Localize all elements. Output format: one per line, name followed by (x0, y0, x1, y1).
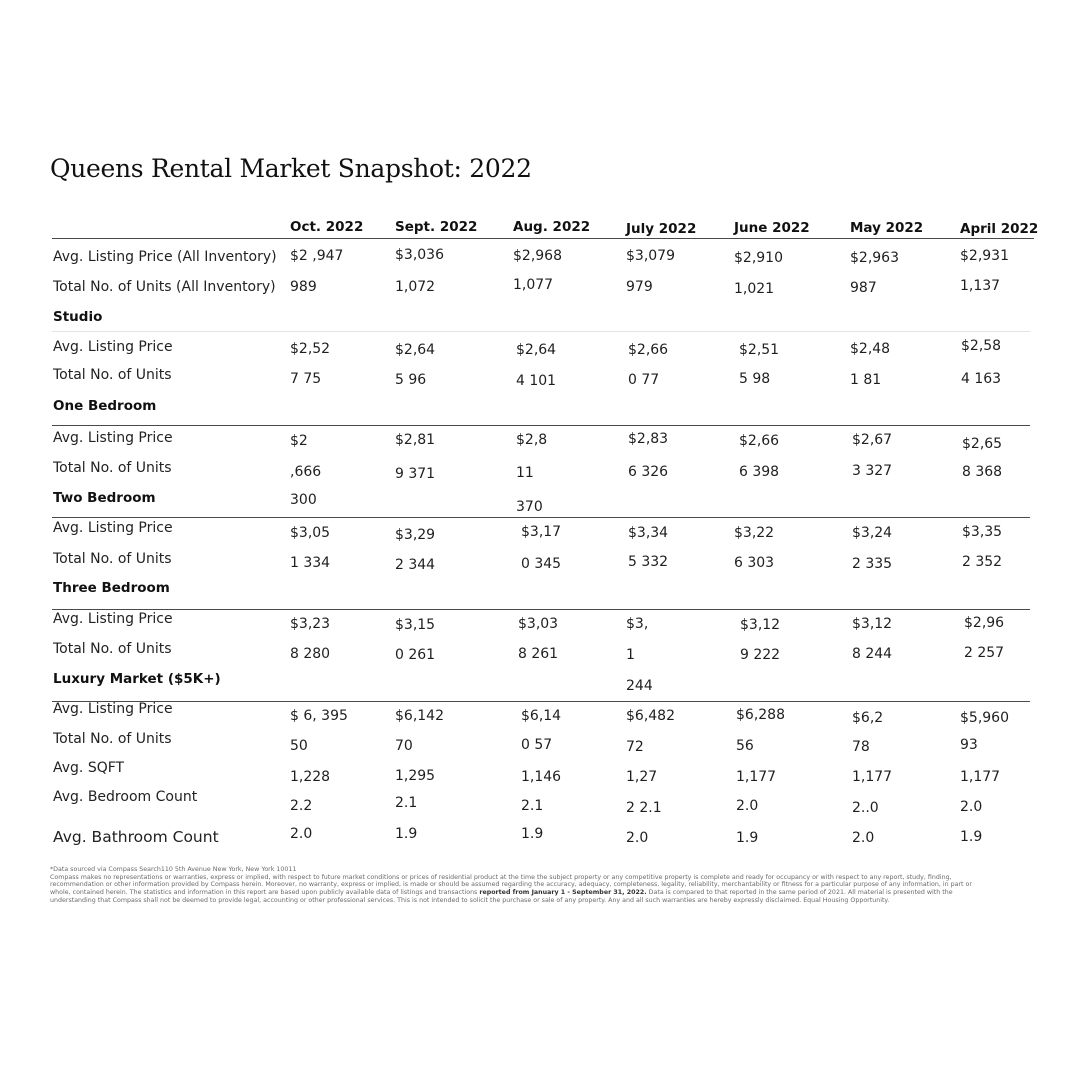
table-cell: $2,64 (516, 342, 557, 358)
table-cell: 8 261 (518, 646, 559, 662)
table-cell: 4 101 (516, 373, 557, 389)
table-cell: $2 ,947 (290, 248, 344, 264)
table-cell: 78 (852, 739, 870, 755)
section-header: Three Bedroom (53, 580, 170, 596)
table-cell: 1,137 (960, 278, 1001, 294)
table-cell: $3,23 (290, 616, 331, 632)
row-label: Total No. of Units (All Inventory) (53, 279, 276, 295)
table-cell: $3,12 (740, 617, 781, 633)
table-cell: $2,65 (962, 436, 1003, 452)
table-cell: $3,34 (628, 525, 669, 541)
table-cell: 8 280 (290, 646, 331, 662)
row-label: Avg. Listing Price (53, 701, 173, 717)
row-label: Avg. Listing Price (53, 611, 173, 627)
row-label: Total No. of Units (53, 367, 172, 383)
section-header: Luxury Market ($5K+) (53, 671, 221, 687)
table-cell: $6,142 (395, 708, 444, 724)
table-cell: 6 398 (739, 464, 780, 480)
table-cell: $3,15 (395, 617, 436, 633)
table-cell: 1,295 (395, 768, 436, 784)
disclaimer-start: Compass makes no representations or warranties, express or implied, with respect to future market conditions or prices of residential product at the time the subject property or any competitive property is complete and ready for occupancy or with respect to any report, study, finding, recommendation or other information provided by Compass herein. Moreover, no warranty, express or implied, is made or should be assumed regarding the accuracy, adequacy, completeness, legality, reliability, merchantability or fitness for a particular purpose of any information, in part or whole, contained herein. The statistics and information in this report are based upon publicly available data of listings and transactions (50, 873, 972, 897)
column-header: May 2022 (850, 220, 924, 236)
table-cell: $2,67 (852, 432, 893, 448)
table-cell: 979 (626, 279, 653, 295)
table-cell: 1.9 (521, 826, 544, 842)
row-divider (52, 517, 1030, 518)
table-cell: $3,35 (962, 524, 1003, 540)
table-cell: $2,910 (734, 250, 783, 266)
table-cell: 244 (626, 678, 653, 694)
table-cell: 7 75 (290, 371, 322, 387)
row-label: Total No. of Units (53, 460, 172, 476)
table-cell: $6,14 (521, 708, 562, 724)
table-cell: $3,29 (395, 527, 436, 543)
row-label: Avg. Listing Price (53, 520, 173, 536)
table-cell: 1.9 (395, 826, 418, 842)
table-cell: $3,05 (290, 525, 331, 541)
table-cell: 1 81 (850, 372, 882, 388)
table-cell: 2.1 (521, 798, 544, 814)
column-header: Sept. 2022 (395, 219, 478, 235)
section-header: One Bedroom (53, 398, 157, 414)
row-label: Total No. of Units (53, 551, 172, 567)
table-cell: 93 (960, 737, 978, 753)
table-cell: 3 327 (852, 463, 893, 479)
table-cell: 72 (626, 739, 644, 755)
table-cell: $3,12 (852, 616, 893, 632)
section-header: Two Bedroom (53, 490, 156, 506)
disclaimer-end: Data is compared to that reported in the same period of 2021. All material is presented with the understanding that Compass shall not be deemed to provide legal, accounting or other professional services. This is not intended to solicit the purchase or sale of any property. Any and all such warranties are hereby expressly disclaimed. Equal Housing Opportunity. (50, 889, 953, 904)
table-cell: 987 (850, 280, 877, 296)
table-cell: $ 6, 395 (290, 708, 348, 724)
table-cell: 50 (290, 738, 308, 754)
table-cell: $3,03 (518, 616, 559, 632)
table-cell: $2,48 (850, 341, 891, 357)
table-cell: 1,177 (852, 769, 893, 785)
table-cell: 1,177 (960, 769, 1001, 785)
table-cell: 300 (290, 492, 317, 508)
table-cell: $2,96 (964, 615, 1005, 631)
table-cell: 2.1 (395, 795, 418, 811)
table-cell: 2 344 (395, 557, 436, 573)
row-divider (52, 425, 1030, 426)
table-cell: 70 (395, 738, 413, 754)
table-cell: $3, (626, 616, 649, 632)
row-divider (52, 701, 1030, 702)
footer-disclaimer (50, 866, 980, 905)
table-cell: 1,228 (290, 769, 331, 785)
table-cell: 9 371 (395, 466, 436, 482)
table-cell: 8 244 (852, 646, 893, 662)
table-cell: 0 345 (521, 556, 562, 572)
table-cell: 370 (516, 499, 543, 515)
table-cell: 2..0 (852, 800, 879, 816)
table-cell: 2.0 (736, 798, 759, 814)
table-cell: $3,036 (395, 247, 444, 263)
table-cell: $3,079 (626, 248, 675, 264)
page-title: Queens Rental Market Snapshot: 2022 (50, 154, 532, 183)
column-header: April 2022 (960, 221, 1039, 237)
table-cell: 2 352 (962, 554, 1003, 570)
row-divider (52, 609, 1030, 610)
table-cell: 1,177 (736, 769, 777, 785)
row-label: Avg. Listing Price (All Inventory) (53, 249, 277, 265)
table-cell: $2,83 (628, 431, 669, 447)
table-cell: $2,58 (961, 338, 1002, 354)
row-label: Avg. Bathroom Count (53, 828, 219, 846)
table-cell: 2.2 (290, 798, 313, 814)
table-cell: 2.0 (290, 826, 313, 842)
column-header: Oct. 2022 (290, 219, 364, 235)
column-header: June 2022 (734, 220, 810, 236)
table-cell: 11 (516, 465, 534, 481)
table-cell: 2.0 (960, 799, 983, 815)
table-cell: 2 257 (964, 645, 1005, 661)
table-cell: $2,66 (739, 433, 780, 449)
table-cell: 9 222 (740, 647, 781, 663)
row-label: Avg. Listing Price (53, 339, 173, 355)
table-cell: $6,288 (736, 707, 785, 723)
column-header: Aug. 2022 (513, 219, 591, 235)
table-cell: 2.0 (626, 830, 649, 846)
row-label: Total No. of Units (53, 731, 172, 747)
table-cell: 2 335 (852, 556, 893, 572)
table-cell: 6 326 (628, 464, 669, 480)
table-cell: $3,24 (852, 525, 893, 541)
row-divider (52, 238, 1034, 239)
section-header: Studio (53, 309, 103, 325)
table-cell: 4 163 (961, 371, 1002, 387)
table-cell: 1 334 (290, 555, 331, 571)
table-cell: 1.9 (960, 829, 983, 845)
footer-disclaimer-text (50, 874, 980, 905)
table-cell: $2,52 (290, 341, 331, 357)
table-cell: $5,960 (960, 710, 1009, 726)
row-label: Total No. of Units (53, 641, 172, 657)
table-cell: 2.0 (852, 830, 875, 846)
table-cell: 1,072 (395, 279, 436, 295)
disclaimer-bold: reported from January 1 - September 31, 2022. (479, 889, 647, 897)
table-cell: 8 368 (962, 464, 1003, 480)
table-cell: 1,021 (734, 281, 775, 297)
table-cell: $2,8 (516, 432, 548, 448)
table-cell: $2,66 (628, 342, 669, 358)
table-cell: 56 (736, 738, 754, 754)
table-cell: 5 98 (739, 371, 771, 387)
table-cell: $2,64 (395, 342, 436, 358)
table-cell: 5 96 (395, 372, 427, 388)
table-cell: $2 (290, 433, 308, 449)
table-cell: 0 77 (628, 372, 660, 388)
footer-source: *Data sourced via Compass Search110 5th Avenue New York, New York 10011 (50, 866, 297, 873)
row-label: Avg. Bedroom Count (53, 789, 198, 805)
table-cell: 1.9 (736, 830, 759, 846)
table-cell: $2,51 (739, 342, 780, 358)
table-cell: ,666 (290, 464, 322, 480)
table-cell: 6 303 (734, 555, 775, 571)
table-cell: 0 261 (395, 647, 436, 663)
table-cell: 1 (626, 647, 635, 663)
row-label: Avg. Listing Price (53, 430, 173, 446)
table-cell: $6,2 (852, 710, 884, 726)
table-cell: 1,077 (513, 277, 554, 293)
table-cell: 5 332 (628, 554, 669, 570)
table-cell: $3,17 (521, 524, 562, 540)
table-cell: $2,931 (960, 248, 1009, 264)
table-cell: $2,81 (395, 432, 436, 448)
column-header: July 2022 (626, 221, 697, 237)
table-cell: 2 2.1 (626, 800, 662, 816)
table-cell: $2,963 (850, 250, 899, 266)
table-cell: $3,22 (734, 525, 775, 541)
table-cell: 0 57 (521, 737, 553, 753)
row-divider (52, 331, 1030, 332)
table-cell: 989 (290, 279, 317, 295)
table-cell: 1,27 (626, 769, 658, 785)
table-cell: $6,482 (626, 708, 675, 724)
table-cell: $2,968 (513, 248, 562, 264)
row-label: Avg. SQFT (53, 760, 125, 776)
table-cell: 1,146 (521, 769, 562, 785)
